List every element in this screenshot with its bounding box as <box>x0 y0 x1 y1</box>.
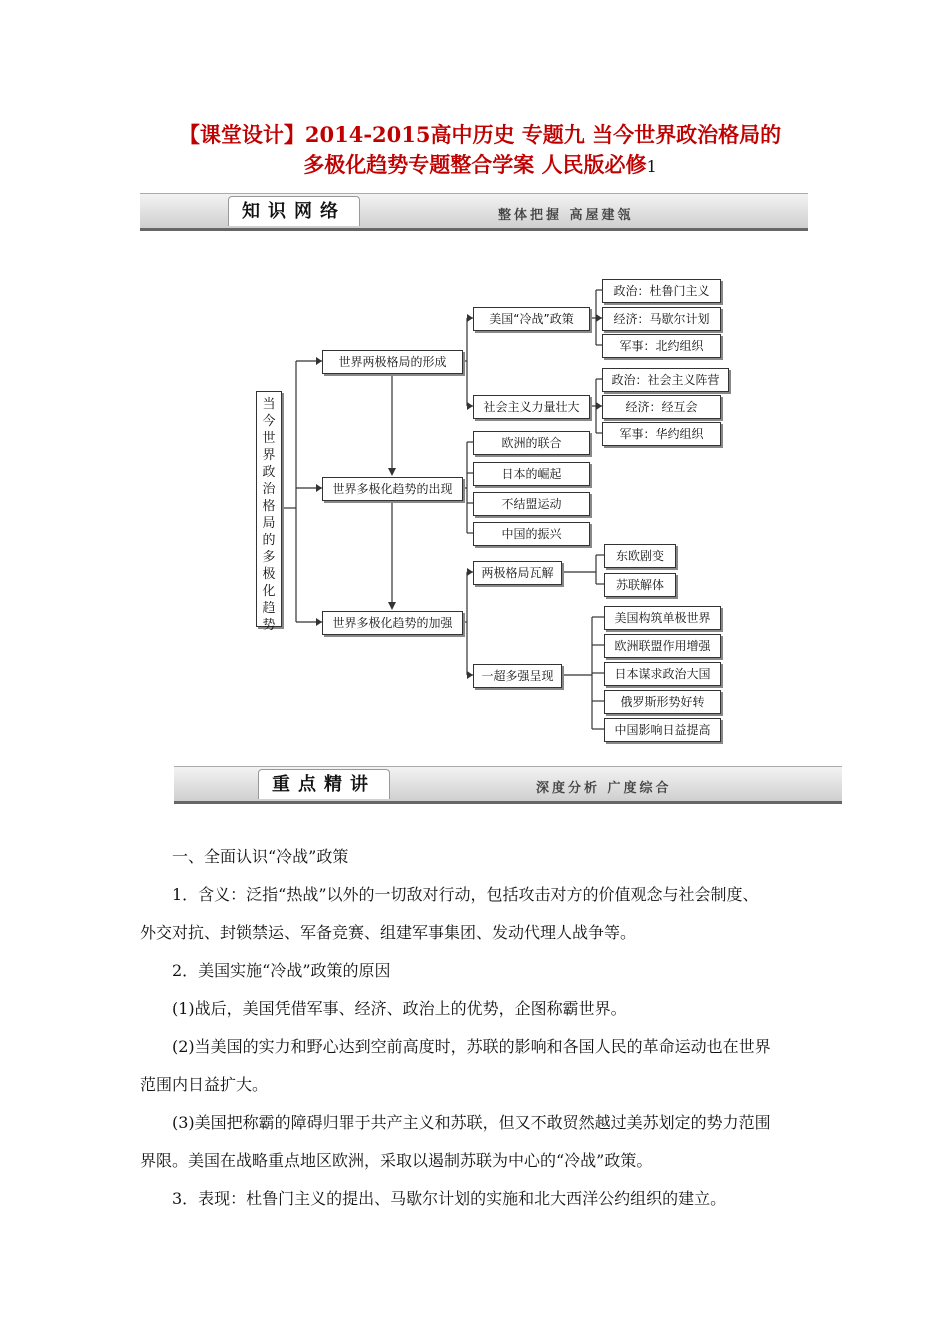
paragraph: 2．美国实施“冷战”政策的原因 <box>172 961 391 980</box>
root-char: 化 <box>262 584 276 599</box>
paragraph: (1)战后，美国凭借军事、经济、政治上的优势，企图称霸世界。 <box>172 999 627 1018</box>
root-char: 的 <box>262 533 276 548</box>
us-item: 军事：北约组织 <box>602 334 721 358</box>
superpower-item: 俄罗斯形势好转 <box>604 690 721 714</box>
banner-tab: 知识网络 <box>228 196 360 226</box>
superpower-item: 中国影响日益提高 <box>604 718 721 742</box>
root-char: 当 <box>262 397 276 412</box>
root-char: 界 <box>262 448 276 463</box>
bipolar-collapse: 两极格局瓦解 <box>473 561 562 585</box>
key-points-banner <box>174 766 842 804</box>
root-char: 世 <box>262 431 276 446</box>
root-char: 多 <box>262 550 276 565</box>
paragraph: (3)美国把称霸的障碍归罪于共产主义和苏联，但又不敢贸然越过美苏划定的势力范围 <box>172 1113 771 1132</box>
superpower-item: 欧洲联盟作用增强 <box>604 634 721 658</box>
banner-motto: 深度分析 广度综合 <box>536 781 672 796</box>
root-char: 局 <box>262 516 276 531</box>
diagram-root <box>256 391 282 633</box>
title-line2: 多极化趋势专题整合学案 人民版必修 <box>303 152 647 177</box>
title-prefix: 【课堂设计】 <box>178 122 305 147</box>
us-cold-war-policy: 美国“冷战”政策 <box>473 307 590 331</box>
root-char: 治 <box>262 482 276 497</box>
superpower-item: 日本谋求政治大国 <box>604 662 721 686</box>
socialist-item: 政治：社会主义阵营 <box>602 368 729 392</box>
multipolar-item: 日本的崛起 <box>473 462 590 486</box>
level1-bipolar-formation: 世界两极格局的形成 <box>322 350 463 374</box>
paragraph: 范围内日益扩大。 <box>140 1075 269 1094</box>
banner-tab: 重点精讲 <box>258 769 390 799</box>
root-char: 政 <box>262 465 276 480</box>
socialist-item: 军事：华约组织 <box>602 422 721 446</box>
one-superpower: 一超多强呈现 <box>473 664 562 688</box>
root-char: 势 <box>262 618 276 633</box>
superpower-item: 美国构筑单极世界 <box>604 606 721 630</box>
root-char: 今 <box>262 414 276 429</box>
collapse-item: 东欧剧变 <box>604 544 676 568</box>
multipolar-item: 欧洲的联合 <box>473 431 590 455</box>
title-suffix: 1 <box>646 157 657 176</box>
paragraph: 1．含义：泛指“热战”以外的一切敌对行动，包括攻击对方的价值观念与社会制度、 <box>172 885 759 904</box>
title-line1: 2014-2015高中历史 专题九 当今世界政治格局的 <box>304 122 782 147</box>
root-char: 极 <box>262 567 276 582</box>
root-char: 格 <box>262 499 276 514</box>
section-heading: 一、全面认识“冷战”政策 <box>172 847 349 866</box>
multipolar-item: 中国的振兴 <box>473 522 590 546</box>
socialist-item: 经济：经互会 <box>602 395 721 419</box>
paragraph: 外交对抗、封锁禁运、军备竞赛、组建军事集团、发动代理人战争等。 <box>140 923 637 942</box>
collapse-item: 苏联解体 <box>604 573 676 597</box>
us-item: 经济：马歇尔计划 <box>602 307 721 331</box>
socialist-growth: 社会主义力量壮大 <box>473 395 590 419</box>
body-text <box>140 838 810 1218</box>
level1-multipolar-strengthening: 世界多极化趋势的加强 <box>322 611 463 635</box>
level1-multipolar-emergence: 世界多极化趋势的出现 <box>322 477 463 501</box>
banner-motto: 整体把握 高屋建瓴 <box>498 208 634 223</box>
us-item: 政治：杜鲁门主义 <box>602 279 721 303</box>
paragraph: 界限。美国在战略重点地区欧洲，采取以遏制苏联为中心的“冷战”政策。 <box>140 1151 653 1170</box>
paragraph: (2)当美国的实力和野心达到空前高度时，苏联的影响和各国人民的革命运动也在世界 <box>172 1037 771 1056</box>
paragraph: 3．表现：杜鲁门主义的提出、马歇尔计划的实施和北大西洋公约组织的建立。 <box>172 1189 727 1208</box>
root-char: 趋 <box>262 601 276 616</box>
multipolar-item: 不结盟运动 <box>473 492 590 516</box>
